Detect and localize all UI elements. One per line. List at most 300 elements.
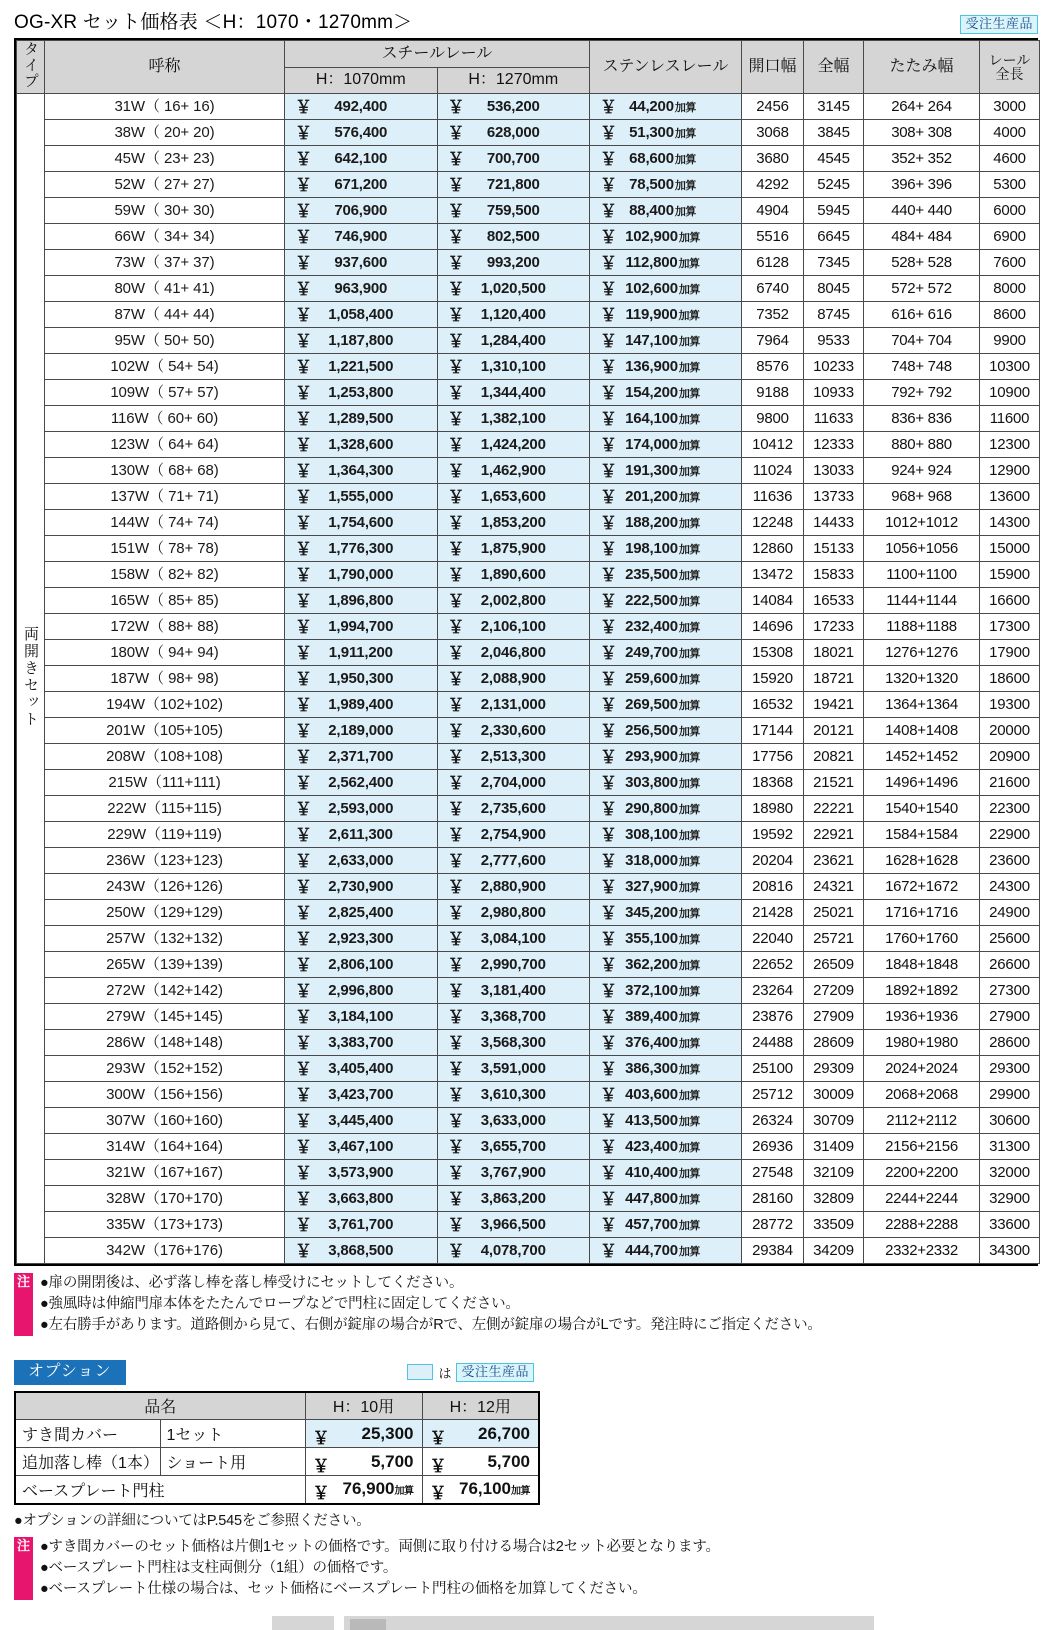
- cell-steel-h1270: [437, 250, 590, 276]
- cell-opening-width: 25712: [742, 1082, 804, 1108]
- option-col-header-h12: H：12用: [422, 1392, 539, 1420]
- cell-steel-h1270-value: 2,046,800: [480, 644, 546, 661]
- cell-total-width: 20821: [804, 744, 864, 770]
- cell-steel-h1270: [437, 822, 590, 848]
- cell-opening-width: 12248: [742, 510, 804, 536]
- table-row: [17, 692, 1040, 718]
- cell-steel-h1270: [437, 1082, 590, 1108]
- option-cell-h12-value: 5,700: [487, 1451, 530, 1471]
- cell-nominal: 335W（173+173): [45, 1212, 285, 1238]
- cell-steel-h1070-value: 706,900: [334, 202, 388, 219]
- cell-stainless-rail: [590, 770, 742, 796]
- kasan-suffix: 加算: [678, 466, 700, 478]
- yen-symbol: ￥: [600, 1008, 617, 1027]
- cell-steel-h1070-value: 937,600: [334, 254, 388, 271]
- cell-steel-h1070: [285, 198, 438, 224]
- cell-steel-h1270: [437, 380, 590, 406]
- yen-symbol: ￥: [312, 1428, 330, 1448]
- cell-nominal: 144W（ 74+ 74): [45, 510, 285, 536]
- cell-steel-h1270: [437, 588, 590, 614]
- cell-steel-h1270: [437, 484, 590, 510]
- yen-symbol: ￥: [600, 1086, 617, 1105]
- table-row: [17, 1004, 1040, 1030]
- cell-steel-h1070-value: 642,100: [334, 150, 388, 167]
- yen-symbol: ￥: [295, 1034, 312, 1053]
- cell-nominal: 38W（ 20+ 20): [45, 120, 285, 146]
- cell-rail-length: 29300: [980, 1056, 1040, 1082]
- yen-symbol: ￥: [447, 254, 465, 273]
- cell-stainless-rail: [590, 510, 742, 536]
- cell-fold-width: 264+ 264: [864, 94, 980, 120]
- yen-symbol: ￥: [295, 618, 312, 637]
- yen-symbol: ￥: [600, 280, 617, 299]
- table-row: [17, 718, 1040, 744]
- yen-symbol: ￥: [295, 540, 312, 559]
- cell-rail-length: 30600: [980, 1108, 1040, 1134]
- cell-steel-h1270: [437, 276, 590, 302]
- cell-steel-h1070-value: 1,950,300: [328, 670, 394, 687]
- cell-rail-length: 10300: [980, 354, 1040, 380]
- cell-fold-width: 1496+1496: [864, 770, 980, 796]
- yen-symbol: ￥: [600, 228, 617, 247]
- cell-fold-width: 2288+2288: [864, 1212, 980, 1238]
- cell-stainless-rail: [590, 120, 742, 146]
- cell-total-width: 15133: [804, 536, 864, 562]
- cell-steel-h1270-value: 2,980,800: [480, 904, 546, 921]
- cell-fold-width: 440+ 440: [864, 198, 980, 224]
- cell-rail-length: 19300: [980, 692, 1040, 718]
- table-row: [17, 302, 1040, 328]
- cell-nominal: 265W（139+139): [45, 952, 285, 978]
- cell-stainless-rail: [590, 302, 742, 328]
- table-row: [17, 744, 1040, 770]
- cell-steel-h1070: [285, 432, 438, 458]
- yen-symbol: ￥: [447, 98, 465, 117]
- cell-total-width: 23621: [804, 848, 864, 874]
- cell-stainless-rail: [590, 146, 742, 172]
- cell-nominal: 293W（152+152): [45, 1056, 285, 1082]
- cell-steel-h1070-value: 1,187,800: [328, 332, 394, 349]
- cell-nominal: 243W（126+126): [45, 874, 285, 900]
- yen-symbol: ￥: [447, 306, 465, 325]
- cell-nominal: 59W（ 30+ 30): [45, 198, 285, 224]
- option-cell-h12: [422, 1476, 539, 1504]
- table-row: [17, 614, 1040, 640]
- cell-fold-width: 1936+1936: [864, 1004, 980, 1030]
- cell-stainless-rail: [590, 952, 742, 978]
- cell-stainless-rail: [590, 848, 742, 874]
- main-note-lines: [33, 1273, 1038, 1336]
- price-table-head: [17, 41, 1040, 94]
- cell-steel-h1070-value: 1,221,500: [328, 358, 394, 375]
- cell-fold-width: 2068+2068: [864, 1082, 980, 1108]
- note-line: ●扉の開閉後は、必ず落し棒を落し棒受けにセットしてください。: [40, 1275, 464, 1291]
- bottom-chip-left: [272, 1616, 334, 1630]
- cell-fold-width: 880+ 880: [864, 432, 980, 458]
- cell-nominal: 165W（ 85+ 85): [45, 588, 285, 614]
- cell-opening-width: 15920: [742, 666, 804, 692]
- yen-symbol: ￥: [295, 696, 312, 715]
- cell-steel-h1270-value: 2,735,600: [480, 800, 546, 817]
- cell-fold-width: 2200+2200: [864, 1160, 980, 1186]
- table-row: [17, 94, 1040, 120]
- cell-rail-length: 23600: [980, 848, 1040, 874]
- cell-steel-h1270: [437, 1160, 590, 1186]
- cell-steel-h1270: [437, 900, 590, 926]
- cell-total-width: 24321: [804, 874, 864, 900]
- yen-symbol: ￥: [600, 956, 617, 975]
- cell-steel-h1270-value: 536,200: [486, 98, 540, 115]
- cell-steel-h1270-value: 2,131,000: [480, 696, 546, 713]
- option-table-row: [15, 1476, 539, 1504]
- cell-steel-h1070: [285, 1004, 438, 1030]
- cell-fold-width: 308+ 308: [864, 120, 980, 146]
- page-title: OG-XR セット価格表 ＜H：1070・1270mm＞: [14, 12, 413, 33]
- cell-steel-h1070: [285, 588, 438, 614]
- yen-symbol: ￥: [447, 462, 465, 481]
- cell-total-width: 22921: [804, 822, 864, 848]
- cell-steel-h1070: [285, 1108, 438, 1134]
- cell-rail-length: 32900: [980, 1186, 1040, 1212]
- col-header-steel-h1070: H：1070mm: [285, 67, 438, 94]
- yen-symbol: ￥: [600, 1112, 617, 1131]
- cell-steel-h1270-value: 3,591,000: [480, 1060, 546, 1077]
- cell-opening-width: 9188: [742, 380, 804, 406]
- cell-opening-width: 23876: [742, 1004, 804, 1030]
- cell-steel-h1070-value: 2,593,000: [328, 800, 394, 817]
- yen-symbol: ￥: [429, 1456, 447, 1476]
- cell-steel-h1070-value: 1,911,200: [328, 644, 393, 661]
- cell-steel-h1070: [285, 146, 438, 172]
- kasan-suffix: 加算: [678, 310, 700, 322]
- cell-stainless-rail: [590, 406, 742, 432]
- kasan-suffix: 加算: [678, 674, 700, 686]
- yen-symbol: ￥: [295, 176, 312, 195]
- cell-nominal: 272W（142+142): [45, 978, 285, 1004]
- option-cell-h10-value: 25,300: [361, 1423, 414, 1443]
- table-row: [17, 666, 1040, 692]
- cell-fold-width: 704+ 704: [864, 328, 980, 354]
- yen-symbol: ￥: [295, 982, 312, 1001]
- bottom-chip-right: [344, 1616, 874, 1630]
- cell-stainless-rail-value: 308,100: [625, 826, 678, 843]
- yen-symbol: ￥: [447, 1164, 465, 1183]
- col-header-type: タイプ: [17, 41, 45, 94]
- cell-steel-h1270-value: 3,568,300: [480, 1034, 546, 1051]
- cell-fold-width: 1980+1980: [864, 1030, 980, 1056]
- note-line: ●強風時は伸縮門扉本体をたたんでロープなどで門柱に固定してください。: [40, 1296, 520, 1312]
- kasan-suffix: 加算: [678, 700, 700, 712]
- cell-stainless-rail-value: 447,800: [625, 1190, 678, 1207]
- kasan-suffix: 加算: [678, 622, 700, 634]
- cell-stainless-rail-value: 413,500: [625, 1112, 678, 1129]
- cell-steel-h1270-value: 2,754,900: [480, 826, 546, 843]
- cell-steel-h1270-value: 802,500: [486, 228, 540, 245]
- yen-symbol: ￥: [600, 358, 617, 377]
- cell-stainless-rail-value: 259,600: [625, 670, 678, 687]
- kasan-suffix: 加算: [394, 1486, 414, 1498]
- cell-steel-h1270-value: 759,500: [486, 202, 540, 219]
- yen-symbol: ￥: [600, 254, 617, 273]
- cell-steel-h1270-value: 2,704,000: [480, 774, 546, 791]
- yen-symbol: ￥: [447, 488, 465, 507]
- cell-opening-width: 17756: [742, 744, 804, 770]
- cell-nominal: 328W（170+170): [45, 1186, 285, 1212]
- cell-fold-width: 1012+1012: [864, 510, 980, 536]
- cell-steel-h1270: [437, 640, 590, 666]
- main-notes: [14, 1273, 1038, 1336]
- cell-opening-width: 14696: [742, 614, 804, 640]
- yen-symbol: ￥: [447, 124, 465, 143]
- page-header: [0, 0, 1046, 38]
- yen-symbol: ￥: [600, 436, 617, 455]
- cell-stainless-rail: [590, 718, 742, 744]
- cell-stainless-rail-value: 403,600: [625, 1086, 678, 1103]
- cell-steel-h1270-value: 3,610,300: [480, 1086, 546, 1103]
- cell-fold-width: 924+ 924: [864, 458, 980, 484]
- cell-total-width: 14433: [804, 510, 864, 536]
- option-note-badge: 注: [14, 1537, 33, 1600]
- yen-symbol: ￥: [429, 1428, 447, 1448]
- cell-fold-width: 1628+1628: [864, 848, 980, 874]
- cell-nominal: 130W（ 68+ 68): [45, 458, 285, 484]
- cell-nominal: 116W（ 60+ 60): [45, 406, 285, 432]
- cell-stainless-rail-value: 423,400: [625, 1138, 678, 1155]
- table-row: [17, 380, 1040, 406]
- cell-steel-h1270-value: 1,853,200: [480, 514, 546, 531]
- cell-total-width: 26509: [804, 952, 864, 978]
- cell-steel-h1270: [437, 1134, 590, 1160]
- cell-steel-h1070: [285, 562, 438, 588]
- cell-stainless-rail-value: 318,000: [625, 852, 678, 869]
- yen-symbol: ￥: [600, 800, 617, 819]
- cell-stainless-rail: [590, 822, 742, 848]
- cell-opening-width: 28772: [742, 1212, 804, 1238]
- cell-steel-h1270-value: 2,777,600: [480, 852, 546, 869]
- cell-steel-h1070-value: 3,383,700: [328, 1034, 394, 1051]
- table-row: [17, 328, 1040, 354]
- option-cell-h10: [305, 1420, 422, 1448]
- cell-steel-h1270-value: 1,653,600: [480, 488, 546, 505]
- kasan-suffix: 加算: [678, 232, 700, 244]
- yen-symbol: ￥: [295, 124, 312, 143]
- yen-symbol: ￥: [600, 878, 617, 897]
- cell-steel-h1270: [437, 770, 590, 796]
- table-row: [17, 1082, 1040, 1108]
- cell-stainless-rail-value: 249,700: [625, 644, 678, 661]
- cell-nominal: 87W（ 44+ 44): [45, 302, 285, 328]
- cell-steel-h1270-value: 3,966,500: [480, 1216, 546, 1233]
- cell-steel-h1070: [285, 328, 438, 354]
- cell-total-width: 8045: [804, 276, 864, 302]
- cell-stainless-rail: [590, 458, 742, 484]
- yen-symbol: ￥: [295, 1060, 312, 1079]
- cell-steel-h1070-value: 1,058,400: [328, 306, 394, 323]
- cell-rail-length: 29900: [980, 1082, 1040, 1108]
- yen-symbol: ￥: [447, 540, 465, 559]
- cell-opening-width: 15308: [742, 640, 804, 666]
- cell-steel-h1270-value: 2,088,900: [480, 670, 546, 687]
- cell-rail-length: 7600: [980, 250, 1040, 276]
- cell-opening-width: 8576: [742, 354, 804, 380]
- cell-steel-h1270: [437, 1030, 590, 1056]
- yen-symbol: ￥: [447, 852, 465, 871]
- yen-symbol: ￥: [600, 150, 617, 169]
- yen-symbol: ￥: [447, 696, 465, 715]
- page-bottom-cutoff: [0, 1614, 1046, 1630]
- cell-steel-h1270: [437, 562, 590, 588]
- cell-steel-h1070: [285, 1238, 438, 1264]
- yen-symbol: ￥: [447, 930, 465, 949]
- cell-fold-width: 352+ 352: [864, 146, 980, 172]
- cell-stainless-rail: [590, 250, 742, 276]
- cell-steel-h1070: [285, 926, 438, 952]
- yen-symbol: ￥: [600, 384, 617, 403]
- yen-symbol: ￥: [295, 1216, 312, 1235]
- table-row: [17, 224, 1040, 250]
- option-col-header-h10: H：10用: [305, 1392, 422, 1420]
- cell-nominal: 95W（ 50+ 50): [45, 328, 285, 354]
- option-legend: [407, 1363, 534, 1382]
- kasan-suffix: 加算: [678, 726, 700, 738]
- cell-steel-h1070: [285, 1134, 438, 1160]
- cell-steel-h1070-value: 2,996,800: [328, 982, 394, 999]
- yen-symbol: ￥: [295, 202, 312, 221]
- yen-symbol: ￥: [295, 1138, 312, 1157]
- yen-symbol: ￥: [447, 1060, 465, 1079]
- cell-nominal: 158W（ 82+ 82): [45, 562, 285, 588]
- cell-opening-width: 26324: [742, 1108, 804, 1134]
- yen-symbol: ￥: [600, 1060, 617, 1079]
- col-header-rail-length-line2: 全長: [995, 66, 1024, 82]
- cell-stainless-rail-value: 102,900: [625, 228, 678, 245]
- cell-opening-width: 18980: [742, 796, 804, 822]
- cell-steel-h1270: [437, 328, 590, 354]
- cell-rail-length: 24900: [980, 900, 1040, 926]
- cell-stainless-rail-value: 68,600: [629, 150, 674, 167]
- cell-rail-length: 5300: [980, 172, 1040, 198]
- table-row: [17, 1030, 1040, 1056]
- option-detail-note: ●オプションの詳細についてはP.545をご参照ください。: [14, 1512, 371, 1529]
- cell-steel-h1270-value: 3,633,000: [480, 1112, 546, 1129]
- cell-stainless-rail: [590, 796, 742, 822]
- yen-symbol: ￥: [295, 904, 312, 923]
- cell-steel-h1270: [437, 302, 590, 328]
- cell-steel-h1270: [437, 874, 590, 900]
- cell-steel-h1070: [285, 1212, 438, 1238]
- option-cell-name: 追加落し棒（1本）: [15, 1448, 160, 1476]
- cell-steel-h1070: [285, 770, 438, 796]
- cell-fold-width: 572+ 572: [864, 276, 980, 302]
- cell-total-width: 5245: [804, 172, 864, 198]
- yen-symbol: ￥: [600, 852, 617, 871]
- cell-rail-length: 3000: [980, 94, 1040, 120]
- cell-steel-h1270: [437, 172, 590, 198]
- cell-stainless-rail-value: 222,500: [625, 592, 678, 609]
- cell-rail-length: 13600: [980, 484, 1040, 510]
- cell-nominal: 208W（108+108): [45, 744, 285, 770]
- cell-rail-length: 17900: [980, 640, 1040, 666]
- cell-opening-width: 18368: [742, 770, 804, 796]
- kasan-suffix: 加算: [678, 596, 700, 608]
- yen-symbol: ￥: [447, 644, 465, 663]
- cell-steel-h1070: [285, 848, 438, 874]
- kasan-suffix: 加算: [678, 492, 700, 504]
- kasan-suffix: 加算: [678, 388, 700, 400]
- cell-nominal: 137W（ 71+ 71): [45, 484, 285, 510]
- kasan-suffix: 加算: [511, 1486, 530, 1498]
- cell-steel-h1270: [437, 926, 590, 952]
- cell-total-width: 32109: [804, 1160, 864, 1186]
- yen-symbol: ￥: [600, 1034, 617, 1053]
- cell-fold-width: 2024+2024: [864, 1056, 980, 1082]
- cell-rail-length: 8600: [980, 302, 1040, 328]
- kasan-suffix: 加算: [678, 414, 700, 426]
- price-table-container: [14, 38, 1038, 1266]
- cell-fold-width: 836+ 836: [864, 406, 980, 432]
- cell-total-width: 18721: [804, 666, 864, 692]
- cell-fold-width: 2112+2112: [864, 1108, 980, 1134]
- cell-steel-h1070: [285, 822, 438, 848]
- kasan-suffix: 加算: [678, 1220, 700, 1232]
- cell-stainless-rail-value: 362,200: [625, 956, 678, 973]
- cell-stainless-rail-value: 136,900: [625, 358, 678, 375]
- cell-rail-length: 20000: [980, 718, 1040, 744]
- cell-steel-h1070: [285, 666, 438, 692]
- cell-steel-h1070-value: 1,776,300: [328, 540, 394, 557]
- cell-fold-width: 1100+1100: [864, 562, 980, 588]
- cell-opening-width: 5516: [742, 224, 804, 250]
- yen-symbol: ￥: [295, 410, 312, 429]
- cell-steel-h1270-value: 2,880,900: [480, 878, 546, 895]
- yen-symbol: ￥: [429, 1484, 447, 1504]
- cell-stainless-rail-value: 444,700: [625, 1242, 678, 1259]
- yen-symbol: ￥: [600, 124, 617, 143]
- cell-stainless-rail-value: 372,100: [625, 982, 678, 999]
- cell-opening-width: 12860: [742, 536, 804, 562]
- cell-rail-length: 34300: [980, 1238, 1040, 1264]
- cell-opening-width: 14084: [742, 588, 804, 614]
- yen-symbol: ￥: [600, 774, 617, 793]
- cell-rail-length: 15000: [980, 536, 1040, 562]
- cell-steel-h1070-value: 963,900: [334, 280, 388, 297]
- table-row: [17, 406, 1040, 432]
- kasan-suffix: 加算: [678, 1038, 700, 1050]
- cell-opening-width: 2456: [742, 94, 804, 120]
- yen-symbol: ￥: [295, 228, 312, 247]
- cell-steel-h1070: [285, 380, 438, 406]
- yen-symbol: ￥: [295, 306, 312, 325]
- cell-steel-h1270-value: 2,513,300: [480, 748, 546, 765]
- cell-stainless-rail-value: 389,400: [625, 1008, 678, 1025]
- yen-symbol: ￥: [447, 722, 465, 741]
- cell-stainless-rail-value: 293,900: [625, 748, 678, 765]
- cell-stainless-rail: [590, 1186, 742, 1212]
- cell-steel-h1270: [437, 796, 590, 822]
- cell-rail-length: 4600: [980, 146, 1040, 172]
- cell-stainless-rail: [590, 276, 742, 302]
- cell-steel-h1070: [285, 1160, 438, 1186]
- cell-steel-h1070-value: 576,400: [334, 124, 388, 141]
- table-row: [17, 1056, 1040, 1082]
- cell-steel-h1070-value: 1,994,700: [328, 618, 394, 635]
- yen-symbol: ￥: [295, 592, 312, 611]
- cell-opening-width: 19592: [742, 822, 804, 848]
- cell-stainless-rail-value: 235,500: [625, 566, 678, 583]
- kasan-suffix: 加算: [678, 1064, 700, 1076]
- table-row: [17, 952, 1040, 978]
- cell-stainless-rail: [590, 1238, 742, 1264]
